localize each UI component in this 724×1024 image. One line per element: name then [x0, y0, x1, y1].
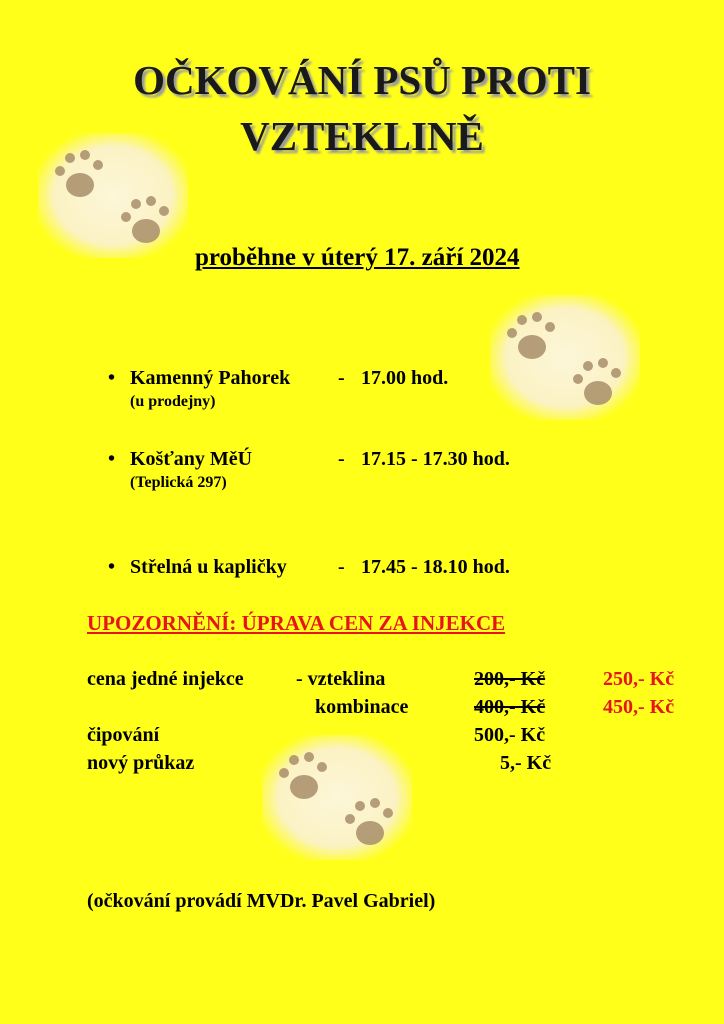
rabies-label: - vzteklina	[296, 668, 386, 690]
price-warning-heading: UPOZORNĚNÍ: ÚPRAVA CEN ZA INJEKCE	[87, 611, 506, 635]
combo-label: kombinace	[315, 696, 409, 718]
passport-label: nový průkaz	[87, 752, 195, 774]
bullet: •	[108, 556, 116, 578]
location-name: Kamenný Pahorek	[130, 367, 291, 389]
chip-label: čipování	[87, 724, 160, 746]
bullet: •	[108, 367, 116, 389]
location-time: 17.15 - 17.30 hod.	[361, 448, 510, 470]
location-note: (Teplická 297)	[130, 474, 227, 491]
location-time: 17.00 hod.	[361, 367, 449, 389]
location-note: (u prodejny)	[130, 393, 216, 410]
paw-prints-icon	[262, 735, 412, 860]
bullet: •	[108, 448, 116, 470]
event-date: proběhne v úterý 17. září 2024	[195, 244, 520, 271]
passport-price: 5,- Kč	[500, 752, 552, 774]
location-dash: -	[338, 556, 345, 578]
paw-prints-icon	[490, 295, 640, 420]
location-dash: -	[338, 367, 345, 389]
rabies-old-price: 200,- Kč	[474, 668, 546, 690]
title-line-1: OČKOVÁNÍ PSŮ PROTI	[133, 57, 591, 103]
chip-price: 500,- Kč	[474, 724, 546, 746]
location-time: 17.45 - 18.10 hod.	[361, 556, 510, 578]
combo-new-price: 450,- Kč	[603, 696, 675, 718]
location-name: Střelná u kapličky	[130, 556, 287, 578]
rabies-new-price: 250,- Kč	[603, 668, 675, 690]
footer-note: (očkování provádí MVDr. Pavel Gabriel)	[87, 890, 436, 912]
combo-old-price: 400,- Kč	[474, 696, 546, 718]
paw-prints-icon	[38, 133, 188, 258]
title-line-2: VZTEKLINĚ	[240, 113, 484, 159]
location-name: Košťany MěÚ	[130, 448, 253, 470]
injection-label: cena jedné injekce	[87, 668, 244, 690]
location-dash: -	[338, 448, 345, 470]
